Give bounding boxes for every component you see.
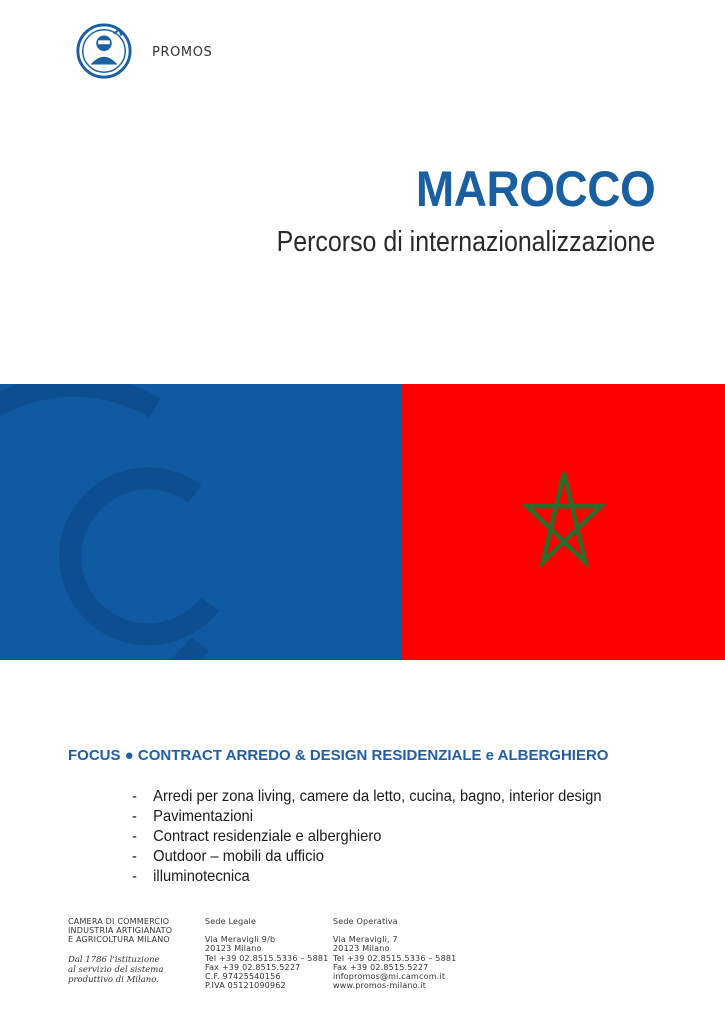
operative-heading: Sede Operativa	[333, 917, 398, 926]
list-item: - Contract residenziale e alberghiero	[132, 828, 382, 845]
org-motto: produttivo di Milano.	[68, 974, 159, 985]
list-item: - Outdoor – mobili da ufficio	[132, 848, 324, 865]
page-subtitle: Percorso di internazionalizzazione	[276, 226, 655, 258]
footer-operative-office: Sede Operativa Via Meravigli, 7 20123 Milano Tel +39 02.8515.5336 – 5881 Fax +39 02.8515.5227 infopromos@mi.camcom.it www.promos-milano.it	[333, 917, 457, 991]
promos-medallion-logo-icon	[75, 22, 133, 80]
cover-banner	[0, 384, 725, 660]
page-title: MAROCCO	[415, 161, 655, 217]
org-motto: Dal 1786 l'istituzione	[68, 954, 160, 965]
legal-heading: Sede Legale	[205, 917, 257, 926]
org-motto: al servizio del sistema	[68, 964, 164, 975]
footer-organization	[68, 917, 172, 985]
footer-legal-office: Sede Legale Via Meravigli 9/b 20123 Milano Tel +39 02.8515.5336 – 5881 Fax +39 02.8515.5227 C.F. 97425540156 P.IVA 05121090962	[205, 917, 329, 991]
focus-list	[132, 787, 642, 887]
email-link[interactable]: infopromos@mi.camcom.it	[333, 972, 446, 982]
list-item: - illuminotecnica	[132, 868, 250, 885]
org-line: CAMERA DI COMMERCIO	[68, 917, 170, 926]
focus-heading: FOCUS ● CONTRACT ARREDO & DESIGN RESIDENZIALE e ALBERGHIERO	[68, 747, 609, 764]
org-line: INDUSTRIA ARTIGIANATO	[68, 926, 173, 936]
morocco-flag-panel	[402, 384, 725, 660]
brand-name: PROMOS	[152, 45, 213, 60]
website-link[interactable]: www.promos-milano.it	[333, 981, 427, 991]
list-item: - Pavimentazioni	[132, 808, 253, 825]
org-line: E AGRICOLTURA MILANO	[68, 935, 170, 945]
list-item: - Arredi per zona living, camere da letto, cucina, bagno, interior design	[132, 788, 602, 805]
